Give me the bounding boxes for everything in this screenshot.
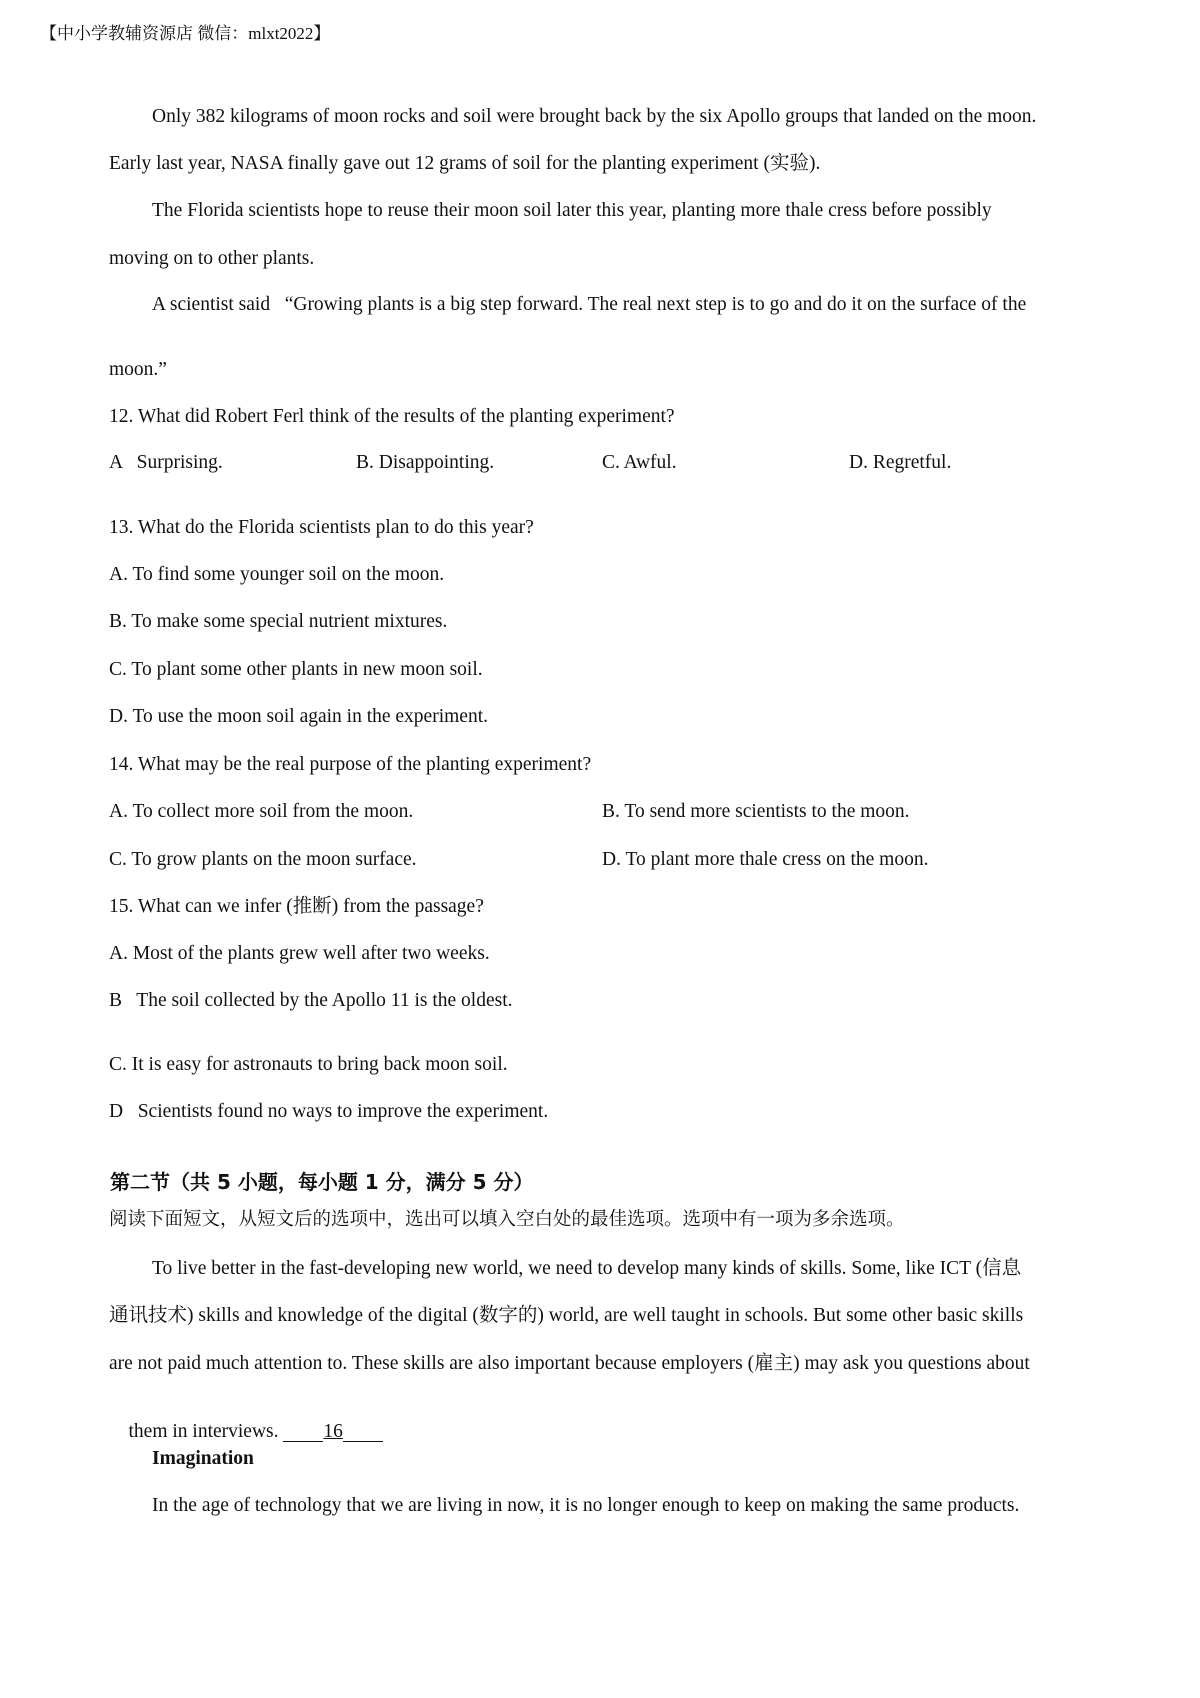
answer-blank	[283, 1421, 383, 1442]
question-option: D. Regretful.	[849, 452, 952, 473]
passage-line: Only 382 kilograms of moon rocks and soil were brought back by the six Apollo groups that landed on the moon.	[152, 106, 1037, 127]
passage-line: A scientist said “Growing plants is a big step forward. The real next step is to go and do it on the surface of the	[152, 294, 1027, 315]
question-option: A Surprising.	[109, 452, 223, 473]
question-option: A. To find some younger soil on the moon.	[109, 564, 445, 585]
question-option: D Scientists found no ways to improve the experiment.	[109, 1101, 549, 1122]
subheading: Imagination	[152, 1448, 254, 1469]
passage-line: 通讯技术) skills and knowledge of the digital (数字的) world, are well taught in schools. But some other basic skills	[109, 1305, 1024, 1326]
question-option: D. To use the moon soil again in the experiment.	[109, 706, 488, 727]
question-option: C. Awful.	[602, 452, 677, 473]
passage-line: moving on to other plants.	[109, 248, 315, 269]
passage-line: are not paid much attention to. These skills are also important because employers (雇主) may ask you questions about	[109, 1353, 1030, 1374]
question-option: C. To grow plants on the moon surface.	[109, 849, 417, 870]
passage-line: Early last year, NASA finally gave out 12 grams of soil for the planting experiment (实验).	[109, 153, 821, 174]
question-stem: 13. What do the Florida scientists plan to do this year?	[109, 517, 534, 538]
question-stem: 12. What did Robert Ferl think of the results of the planting experiment?	[109, 406, 675, 427]
page-header: 【中小学教辅资源店 微信：mlxt2022】	[40, 24, 331, 43]
question-option: B. Disappointing.	[356, 452, 495, 473]
passage-line: The Florida scientists hope to reuse their moon soil later this year, planting more thale cress before possibly	[152, 200, 992, 221]
passage-line: In the age of technology that we are living in now, it is no longer enough to keep on making the same products.	[152, 1495, 1020, 1516]
question-option: A. Most of the plants grew well after two weeks.	[109, 943, 490, 964]
passage-line: moon.”	[109, 359, 167, 380]
question-stem: 15. What can we infer (推断) from the passage?	[109, 896, 484, 917]
passage-line: To live better in the fast-developing new world, we need to develop many kinds of skills. Some, like ICT (信息	[152, 1258, 1022, 1279]
blank-number: 16	[323, 1420, 343, 1442]
passage-text: them in interviews.	[128, 1420, 284, 1442]
question-option: B. To send more scientists to the moon.	[602, 801, 910, 822]
question-option: B. To make some special nutrient mixtures.	[109, 611, 448, 632]
question-stem: 14. What may be the real purpose of the planting experiment?	[109, 754, 592, 775]
question-option: B The soil collected by the Apollo 11 is the oldest.	[109, 990, 513, 1011]
question-option: A. To collect more soil from the moon.	[109, 801, 414, 822]
question-option: D. To plant more thale cress on the moon.	[602, 849, 929, 870]
section-instruction: 阅读下面短文，从短文后的选项中，选出可以填入空白处的最佳选项。选项中有一项为多余选项。	[109, 1209, 905, 1230]
question-option: C. To plant some other plants in new moon soil.	[109, 659, 483, 680]
question-option: C. It is easy for astronauts to bring back moon soil.	[109, 1054, 508, 1075]
section-title: 第二节（共 5 小题，每小题 1 分，满分 5 分）	[110, 1170, 534, 1194]
